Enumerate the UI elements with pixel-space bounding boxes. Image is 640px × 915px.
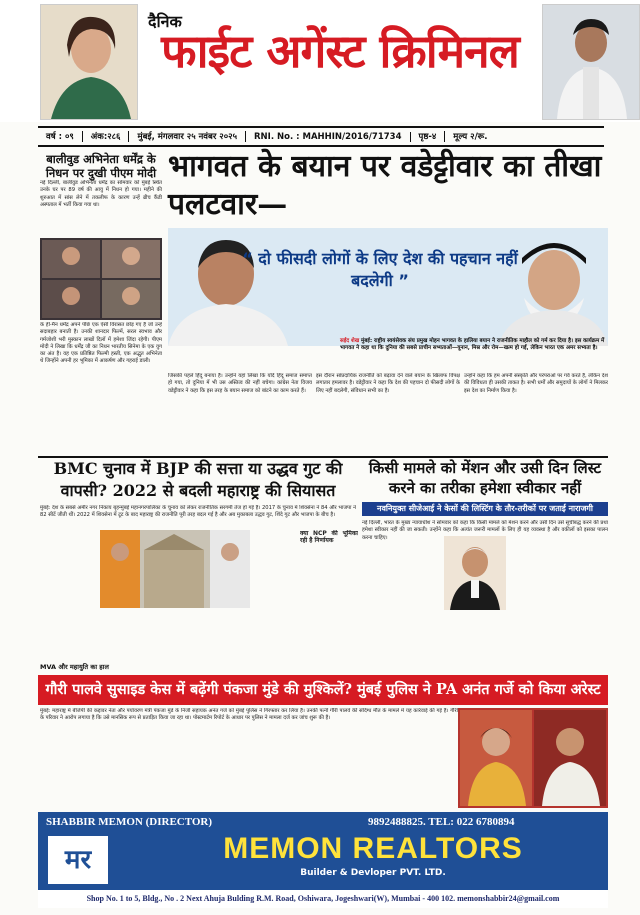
issue-year: वर्ष : ०९	[38, 131, 83, 142]
listing-story-body: नई दिल्ली, भारत के मुख्य न्यायाधीश ने सोमवार को कहा कि किसी मामले को मेंशन करने और उसी दिन उसे सूचीबद्ध करने की प्रथा हमेशा स्वीकार नहीं की जा सकती। उन्होंने कहा कि अत्यंत जरूरी मामलों के लिए ही यह व्यवस्था है और वकीलों को इसका पालन करना चाहिए।	[362, 520, 608, 541]
left-story-body-bottom: के ही-मैन धर्मेंद्र अपने पीछे एक ऐसी विरासत छोड़ गए हैं जो उन्हें सदाबहार बनाती है। उनकी शानदार फिल्में, सरल स्वभाव और गर्मजोशी भरी मुस्कान लाखों दिलों में हमेशा जिंदा रहेगी। पीएम मोदी ने लिखा कि धर्मेंद्र जी का निधन भारतीय सिनेमा के एक युग का अंत है। वह एक प्रतिष्ठित फिल्मी हस्ती, एक अद्भुत अभिनेता थे जिन्होंने अपनी हर भूमिका में आकर्षण और गहराई डाली।	[40, 322, 162, 365]
ad-phone: 9892488825. TEL: 022 6780894	[368, 816, 515, 828]
bmc-story-photo	[100, 530, 250, 608]
bottom-story-photo	[458, 708, 608, 808]
page-count: पृष्ठ-४	[411, 131, 446, 142]
bmc-side-column	[300, 530, 358, 670]
ad-company-name: MEMON REALTORS	[223, 832, 523, 865]
listing-story-headline: किसी मामले को मेंशन और उसी दिन लिस्ट करने का तरीका हमेशा स्वीकार नहीं	[368, 459, 602, 497]
masthead-title: फाईट अगेंस्ट क्रिमिनल	[161, 24, 519, 78]
ad-director: SHABBIR MEMON (DIRECTOR)	[46, 816, 213, 828]
masthead-kicker: दैनिक	[148, 12, 182, 31]
left-story-photo-collage	[40, 238, 162, 320]
bmc-story-body: मुंबई: देश के सबसे अमीर नगर निकाय बृहन्मुंबई महानगरपालिका के चुनाव को लेकर राजनीतिक सरगर्मी तेज हो गई है। 2017 के चुनाव में शिवसेना ने 84 और भाजपा ने 82 सीटें जीती थीं। 2022 में शिवसेना में टूट के बाद महाराष्ट्र की राजनीति पूरी तरह बदल गई है और अब मुकाबला उद्धव गुट, शिंदे गुट और भाजपा के बीच है।	[40, 505, 356, 519]
issue-meta-strip	[38, 126, 604, 147]
bmc-side-label: क्या NCP की भूमिका रही है निर्णायक	[300, 530, 358, 545]
main-story-col-1: जिसकी पहले हिंदू बनाया है। उन्होंने यहां लिखा कि यदि हिंदू समाज समाप्त हो गया, तो दुनिया में भी उस अस्तित्व की नहीं बचेगा। कांग्रेस नेता विजय वडेट्टीवार ने कहा कि इस तरह के बयान समाज को बांटने का काम करते हैं।	[168, 373, 312, 394]
main-story-byline: सईद शेख	[340, 338, 360, 344]
rni-number: RNI. No. : MAHHIN/2016/71734	[246, 132, 411, 142]
main-story-headline: भागवत के बयान पर वडेट्टीवार का तीखा पलटवार—	[168, 149, 602, 222]
bmc-tag: MVA और महायुति का हाल	[40, 663, 109, 671]
masthead-right-portrait	[542, 4, 640, 120]
main-story-columns	[168, 373, 608, 455]
issue-price: मूल्य २/रू.	[453, 132, 488, 142]
bottom-story-body: मुंबई: महाराष्ट्र में बीजेपी की कद्दावर नेता और पर्यावरण मंत्री पंकजा मुंडे के निजी सहायक अनंत गर्जे को मुंबई पुलिस ने गिरफ्तार कर लिया है। उनकी पत्नी गौरी पालवे की संदिग्ध मौत के मामले में यह कार्रवाई की गई है। गौरी के परिवार ने आरोप लगाया है कि उसे मानसिक रूप से प्रताड़ित किया जा रहा था। पोस्टमार्टम रिपोर्ट के आधार पर पुलिस ने मामला दर्ज कर जांच शुरू की है।	[40, 708, 458, 722]
ad-address: Shop No. 1 to 5, Bldg., No . 2 Next Ahuja Bulding R.M. Road, Oshiwara, Jogeshwari(W), Mumbai - 400 102. memonshabbir24@gmail.com	[38, 890, 608, 908]
left-story-body-top: नई दिल्ली, बालीवुड अभिनेता धर्मेंद्र का सोमवार को मुंबई स्थित उनके घर पर 89 वर्ष की आयु में निधन हो गया। महीने की शुरुआत में सांस लेने में तकलीफ के कारण उन्हें ब्रीच कैंडी अस्पताल में भर्ती किया गया था।	[40, 180, 162, 208]
ad-logo: मर	[48, 836, 108, 884]
main-story-col-2: इस दौरान सांप्रदायिक राजनीति को बढ़ावा देने वाले बयान के खिलाफ विपक्ष लगातार हमलावर है। वडेट्टीवार ने कहा कि देश की पहचान दो फीसदी लोगों के लिए नहीं बदलेगी, संविधान सभी का है।	[316, 373, 460, 394]
main-story-quote: “ दो फीसदी लोगों के लिए देश की पहचान नहीं बदलेगी ”	[242, 249, 518, 290]
advertisement	[38, 812, 608, 908]
masthead	[0, 0, 640, 122]
issue-date: मुंबई, मंगलवार २५ नवंबर २०२५	[129, 131, 246, 142]
left-story-headline: बालीवुड अभिनेता धर्मेंद्र के निधन पर दुखी पीएम मोदी	[45, 152, 157, 180]
main-story-lead-text: मुंबई: राष्ट्रीय स्वयंसेवक संघ प्रमुख मोहन भागवत के हालिया बयान ने राजनीतिक माहौल को गर्म कर दिया है। इस कार्यक्रम में भागवत ने कहा था कि दुनिया की सबसे प्राचीन सभ्यताओं—यूनान, मिस्र और रोम—खत्म हो गईं, लेकिन भारत एक अमर सभ्यता है।	[340, 338, 605, 352]
issue-number: अंक:२८६	[83, 131, 130, 142]
ad-company-subtitle: Builder & Devloper PVT. LTD.	[300, 868, 446, 878]
listing-story-subhead: नवनियुक्त सीजेआई ने केसों की लिस्टिंग के तौर-तरीकों पर जताई नाराजगी	[362, 502, 608, 516]
main-story-lead	[340, 338, 608, 353]
listing-story-photo	[444, 536, 506, 610]
bmc-story-headline: BMC चुनाव में BJP की सत्ता या उद्धव गुट की वापसी? 2022 से बदली महाराष्ट्र की सियासत	[53, 459, 343, 500]
bottom-story-headline: गौरी पालवे सुसाइड केस में बढ़ेंगी पंकजा मुंडे की मुश्किलें? मुंबई पुलिस ने PA अनंत गर्जे को किया अरेस्ट	[38, 675, 608, 705]
masthead-left-portrait	[40, 4, 138, 120]
main-story-col-3: उन्होंने कहा कि हम अपनी संस्कृति और परंपराओं पर गर्व करते हैं, लेकिन देश की विविधता ही उसकी ताकत है। सभी धर्मों और समुदायों के लोगों ने मिलकर इस देश का निर्माण किया है।	[464, 373, 608, 394]
